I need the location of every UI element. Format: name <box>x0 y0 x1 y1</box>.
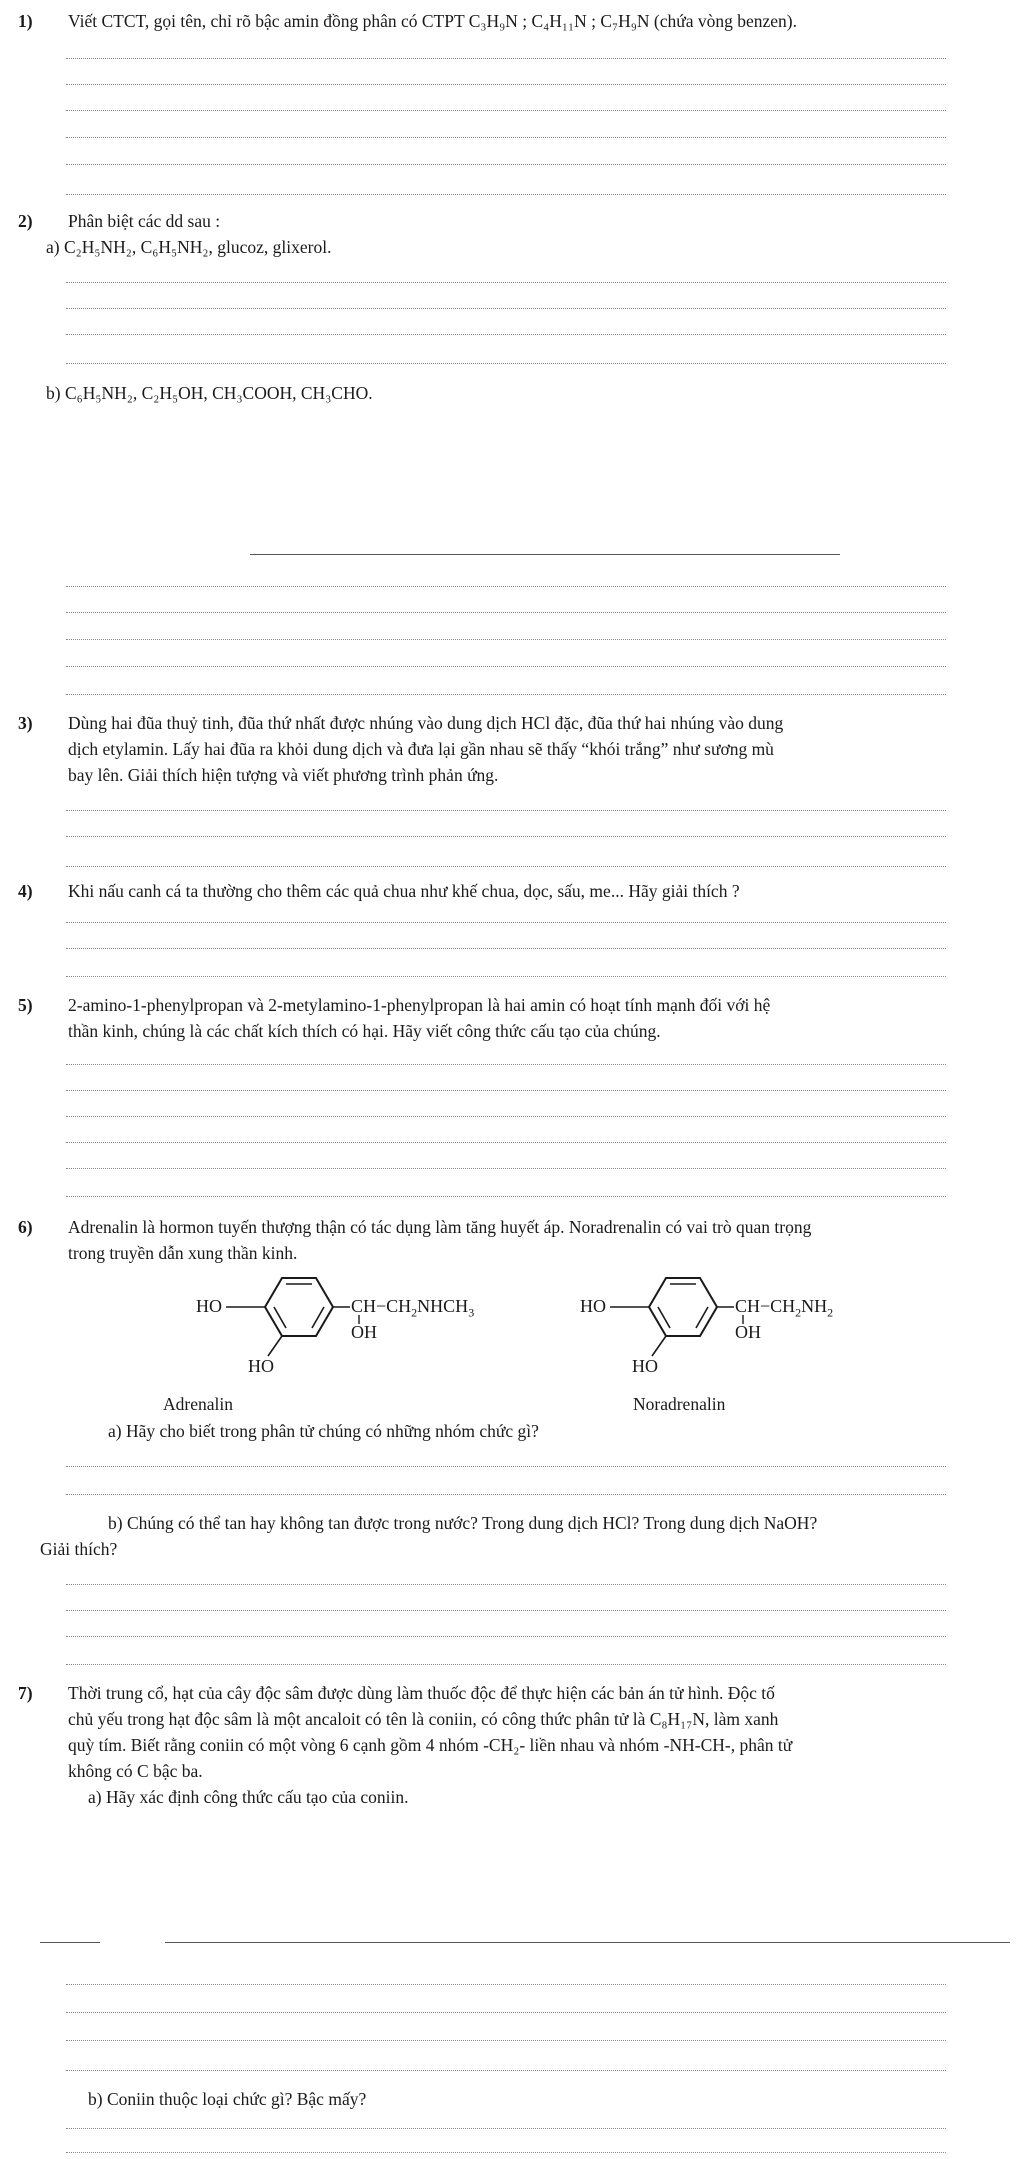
ho-group-bottom: HO <box>632 1356 658 1376</box>
answer-line <box>66 58 946 59</box>
noradrenalin-structure <box>574 1270 914 1400</box>
subscript: 2 <box>795 1305 802 1320</box>
q7-part-a: a) Hãy xác định công thức cấu tạo của coniin. <box>88 1787 409 1807</box>
q7-number: 7) <box>18 1683 33 1703</box>
side-chain-rest: NHCH <box>417 1296 469 1316</box>
oh-group: OH <box>351 1322 377 1342</box>
answer-line <box>66 363 946 364</box>
q5-line1: 2-amino-1-phenylpropan và 2-metylamino-1-phenylpropan là hai amin có hoạt tính mạnh đối với hệ <box>68 995 771 1015</box>
q4-number: 4) <box>18 881 33 901</box>
answer-line <box>66 110 946 111</box>
answer-line <box>66 639 946 640</box>
q7-line3: quỳ tím. Biết rằng coniin có một vòng 6 cạnh gồm 4 nhóm -CH₂- liền nhau và nhóm -NH-CH-, phân tử <box>68 1735 793 1755</box>
answer-line <box>66 2012 946 2013</box>
q7-part-b: b) Coniin thuộc loại chức gì? Bậc mấy? <box>88 2089 367 2109</box>
divider-line <box>250 554 840 555</box>
answer-line <box>66 1196 946 1197</box>
answer-line <box>66 586 946 587</box>
q3-line3: bay lên. Giải thích hiện tượng và viết phương trình phản ứng. <box>68 765 499 785</box>
q6-part-b-line2: Giải thích? <box>40 1539 118 1559</box>
ho-group-top: HO <box>196 1296 222 1316</box>
answer-line <box>66 612 946 613</box>
answer-line <box>66 1142 946 1143</box>
answer-line <box>66 976 946 977</box>
q6-part-a: a) Hãy cho biết trong phân tử chúng có những nhóm chức gì? <box>108 1421 539 1441</box>
side-chain-ch: CH−CH <box>351 1296 412 1316</box>
q3-line2: dịch etylamin. Lấy hai đũa ra khỏi dung dịch và đưa lại gần nhau sẽ thấy “khói trắng” như sương mù <box>68 739 774 759</box>
adrenalin-structure <box>190 1270 530 1400</box>
q7-line2: chủ yếu trong hạt độc sâm là một ancaloit có tên là coniin, có công thức phân tử là C₈H₁₇N, làm xanh <box>68 1709 779 1729</box>
q2-part-b: b) C₆H₅NH₂, C₂H₅OH, CH₃COOH, CH₃CHO. <box>46 383 373 403</box>
answer-line <box>66 1168 946 1169</box>
answer-line <box>66 1466 946 1467</box>
answer-line <box>66 137 946 138</box>
answer-line <box>66 1584 946 1585</box>
q1-number: 1) <box>18 11 33 31</box>
q3-line1: Dùng hai đũa thuỷ tinh, đũa thứ nhất được nhúng vào dung dịch HCl đặc, đũa thứ hai nhúng vào dung <box>68 713 784 733</box>
subscript: 2 <box>411 1305 418 1320</box>
side-chain <box>735 1296 833 1321</box>
answer-line <box>66 1610 946 1611</box>
q7-line1: Thời trung cổ, hạt của cây độc sâm được dùng làm thuốc độc để thực hiện các bản án tử hình. Độc tố <box>68 1683 775 1703</box>
noradrenalin-caption: Noradrenalin <box>633 1394 726 1414</box>
q2-text: Phân biệt các dd sau : <box>68 211 221 231</box>
q3-number: 3) <box>18 713 33 733</box>
answer-line <box>66 1636 946 1637</box>
answer-line <box>66 2128 946 2129</box>
answer-line <box>66 334 946 335</box>
answer-line <box>66 666 946 667</box>
ho-group-top: HO <box>580 1296 606 1316</box>
answer-line <box>66 866 946 867</box>
q6-line2: trong truyền dẫn xung thần kinh. <box>68 1243 298 1263</box>
divider-line <box>40 1942 100 1943</box>
answer-line <box>66 1090 946 1091</box>
answer-line <box>66 164 946 165</box>
subscript: 3 <box>468 1305 475 1320</box>
q2-number: 2) <box>18 211 33 231</box>
ho-group-bottom: HO <box>248 1356 274 1376</box>
answer-line <box>66 282 946 283</box>
answer-line <box>66 1984 946 1985</box>
q6-part-b-line1: b) Chúng có thể tan hay không tan được trong nước? Trong dung dịch HCl? Trong dung dịch NaOH? <box>108 1513 818 1533</box>
answer-line <box>66 84 946 85</box>
side-chain-ch: CH−CH <box>735 1296 796 1316</box>
answer-line <box>66 1064 946 1065</box>
answer-line <box>66 194 946 195</box>
subscript: 2 <box>827 1305 834 1320</box>
answer-line <box>66 1116 946 1117</box>
answer-line <box>66 810 946 811</box>
q2-part-a: a) C₂H₅NH₂, C₆H₅NH₂, glucoz, glixerol. <box>46 237 332 257</box>
answer-line <box>66 1494 946 1495</box>
q5-number: 5) <box>18 995 33 1015</box>
side-chain <box>351 1296 474 1321</box>
side-chain-rest: NH <box>801 1296 828 1316</box>
answer-line <box>66 2152 946 2153</box>
q4-text: Khi nấu canh cá ta thường cho thêm các quả chua như khế chua, dọc, sấu, me... Hãy giải thích ? <box>68 881 740 901</box>
answer-line <box>66 2040 946 2041</box>
divider-line <box>165 1942 1010 1943</box>
answer-line <box>66 2070 946 2071</box>
q6-line1: Adrenalin là hormon tuyến thượng thận có tác dụng làm tăng huyết áp. Noradrenalin có vai trò quan trọng <box>68 1217 812 1237</box>
answer-line <box>66 948 946 949</box>
q1-text: Viết CTCT, gọi tên, chỉ rõ bậc amin đồng phân có CTPT C₃H₉N ; C₄H₁₁N ; C₇H₉N (chứa vòng benzen). <box>68 11 797 31</box>
q7-line4: không có C bậc ba. <box>68 1761 203 1781</box>
answer-line <box>66 308 946 309</box>
q5-line2: thần kinh, chúng là các chất kích thích có hại. Hãy viết công thức cấu tạo của chúng. <box>68 1021 661 1041</box>
adrenalin-caption: Adrenalin <box>163 1394 233 1414</box>
answer-line <box>66 1664 946 1665</box>
answer-line <box>66 836 946 837</box>
q6-number: 6) <box>18 1217 33 1237</box>
answer-line <box>66 694 946 695</box>
answer-line <box>66 922 946 923</box>
oh-group: OH <box>735 1322 761 1342</box>
